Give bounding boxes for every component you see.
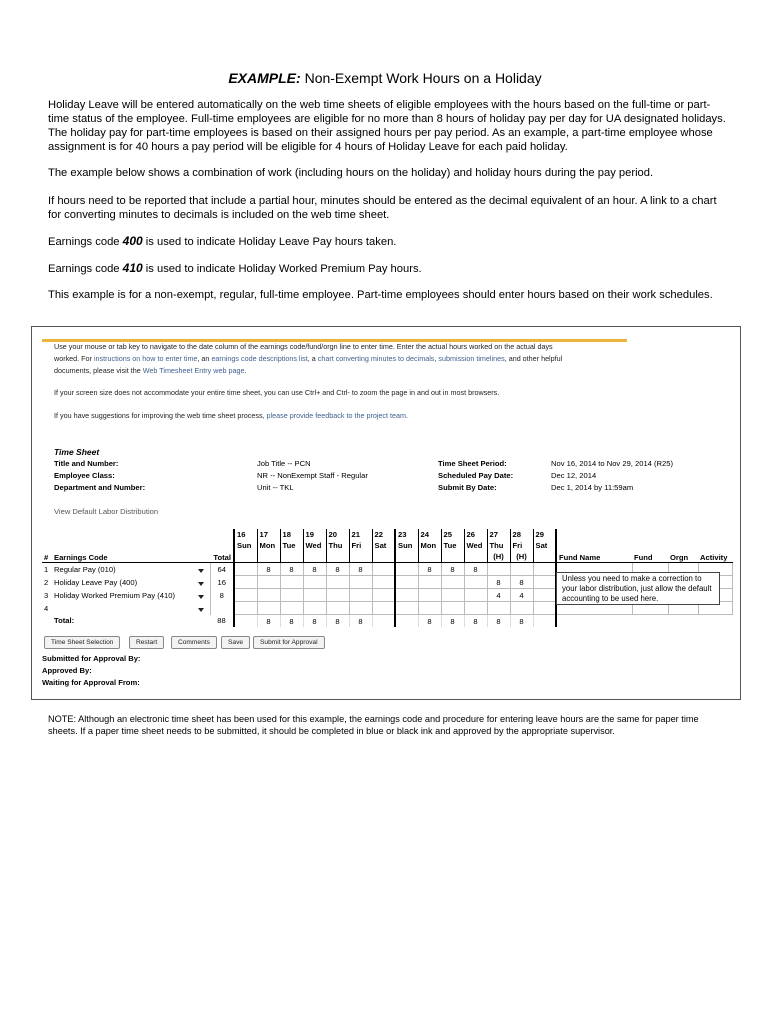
- total-label: Total:: [54, 616, 75, 626]
- hours-input[interactable]: 8: [441, 563, 464, 576]
- hours-input[interactable]: [234, 563, 257, 576]
- day-weekday: Tue: [443, 541, 457, 550]
- hours-input[interactable]: [257, 576, 280, 589]
- info-left-labels: Title and Number: Employee Class: Department and Number:: [54, 459, 146, 492]
- day-weekday: Mon: [259, 541, 276, 550]
- day-number: 17: [259, 530, 268, 539]
- day-total: 8: [349, 615, 372, 628]
- hours-input[interactable]: [257, 602, 280, 615]
- labor-distribution-callout: Unless you need to make a correction to your labor distribution, just allow the default accounting to be used here.: [556, 572, 720, 605]
- hours-input[interactable]: [441, 589, 464, 602]
- day-weekday: Sun: [398, 541, 413, 550]
- intro-paragraph-4: Earnings code 400 is used to indicate Holiday Leave Pay hours taken.: [48, 234, 397, 248]
- hours-input[interactable]: 8: [487, 576, 510, 589]
- hours-input[interactable]: 8: [510, 576, 533, 589]
- hours-input[interactable]: [280, 576, 303, 589]
- minutes-chart-link[interactable]: chart converting minutes to decimals: [317, 354, 435, 363]
- hours-input[interactable]: 8: [280, 563, 303, 576]
- hours-input[interactable]: [441, 602, 464, 615]
- row-total: [210, 602, 234, 615]
- instructions: Use your mouse or tab key to navigate to the date column of the earnings code/fund/orgn line to enter time. Enter the actual hours worked on the actual days worked. For instructions on how to enter time, an earnings code descriptions list, a chart converting minutes to decimals, submission timelines, and other helpful documents, please visit the Web Timesheet Entry web page.: [54, 342, 563, 375]
- hours-input[interactable]: [533, 563, 556, 576]
- comments-button[interactable]: Comments: [171, 636, 217, 649]
- hours-input[interactable]: [395, 563, 418, 576]
- hours-input[interactable]: [510, 563, 533, 576]
- day-weekday: Fri: [351, 541, 362, 550]
- hours-input[interactable]: [533, 576, 556, 589]
- hours-input[interactable]: [510, 602, 533, 615]
- day-total: 8: [326, 615, 349, 628]
- total-row: [42, 615, 732, 628]
- col-num: #: [42, 529, 52, 563]
- hours-input[interactable]: [257, 589, 280, 602]
- hours-input[interactable]: [303, 576, 326, 589]
- earnings-code-value: Holiday Worked Premium Pay (410): [54, 590, 175, 600]
- hours-input[interactable]: [349, 576, 372, 589]
- day-weekday: Wed: [305, 541, 322, 550]
- day-number: 29: [535, 530, 544, 539]
- hours-input[interactable]: [234, 576, 257, 589]
- intro-paragraph-2: The example below shows a combination of work (including hours on the holiday) and holiday hours during the pay period.: [48, 167, 654, 179]
- row-number: 1: [44, 564, 49, 574]
- day-total: 8: [464, 615, 487, 628]
- info-right-values: Nov 16, 2014 to Nov 29, 2014 (R25) Dec 12, 2014 Dec 1, 2014 by 11:59am: [551, 459, 673, 492]
- instructions-link[interactable]: instructions on how to enter time: [93, 354, 198, 363]
- day-number: 24: [420, 530, 429, 539]
- hours-input[interactable]: [349, 589, 372, 602]
- col-orgn: Orgn: [668, 529, 698, 563]
- hours-input[interactable]: [372, 576, 395, 589]
- day-number: 22: [374, 530, 383, 539]
- info-right-labels: Time Sheet Period: Scheduled Pay Date: Submit By Date:: [438, 459, 514, 492]
- day-weekday: Mon: [420, 541, 437, 550]
- hours-input[interactable]: [372, 602, 395, 615]
- col-day-6: [372, 529, 395, 563]
- hours-input[interactable]: [372, 589, 395, 602]
- day-weekday: Sat: [374, 541, 387, 550]
- day-weekday: Sat: [535, 541, 548, 550]
- hours-input[interactable]: 8: [326, 563, 349, 576]
- holiday-marker: (H): [516, 552, 527, 561]
- col-day-8: [418, 529, 441, 563]
- hours-input[interactable]: [464, 576, 487, 589]
- hours-input[interactable]: [533, 602, 556, 615]
- hours-input[interactable]: 8: [464, 563, 487, 576]
- day-number: 28: [512, 530, 521, 539]
- feedback-text: If you have suggestions for improving the web time sheet process, please provide feedback to the project team.: [54, 411, 408, 420]
- day-total: 8: [418, 615, 441, 628]
- hours-input[interactable]: [487, 602, 510, 615]
- earnings-code-select[interactable]: [52, 563, 210, 576]
- waiting-approval-label: Waiting for Approval From:: [42, 678, 140, 687]
- hours-input[interactable]: 8: [418, 563, 441, 576]
- hours-input[interactable]: [464, 589, 487, 602]
- day-weekday: Wed: [466, 541, 483, 550]
- day-total: 8: [441, 615, 464, 628]
- hours-input[interactable]: [349, 602, 372, 615]
- hours-input[interactable]: [303, 602, 326, 615]
- hours-input[interactable]: 8: [257, 563, 280, 576]
- holiday-marker: (H): [493, 552, 504, 561]
- day-weekday: Thu: [328, 541, 343, 550]
- timelines-link[interactable]: submission timelines: [438, 354, 505, 363]
- web-page-link[interactable]: Web Timesheet Entry web page: [142, 366, 245, 375]
- hours-input[interactable]: [464, 602, 487, 615]
- col-total: Total: [210, 529, 234, 563]
- row-number: 3: [44, 590, 49, 600]
- earnings-code-value: Holiday Leave Pay (400): [54, 577, 138, 587]
- grand-total: 88: [217, 616, 226, 626]
- hours-input[interactable]: [418, 589, 441, 602]
- col-day-13: [533, 529, 556, 563]
- col-day-7: [395, 529, 418, 563]
- row-total: 64: [210, 563, 234, 576]
- intro-paragraph-1: Holiday Leave will be entered automatically on the web time sheets of eligible employees with the hours based on the full-time or part-time status of the employee. Full-time employees are eligible for no more than 8 hours of holiday pay per day for UA designated holidays. The holiday pay for part-time employees is based on their assigned hours per pay period. As an example, a part-time employee whose assignment is for 40 hours a pay period will be eligible for 4 hours of Holiday Leave for each paid holiday.: [48, 99, 726, 153]
- intro-paragraph-6: This example is for a non-exempt, regular, full-time employee. Part-time employees should enter hours based on their work schedules.: [48, 289, 713, 301]
- day-number: 18: [282, 530, 291, 539]
- day-total: 8: [280, 615, 303, 628]
- hours-input[interactable]: [372, 563, 395, 576]
- hours-input[interactable]: [280, 589, 303, 602]
- blank-cell: [668, 615, 698, 628]
- day-number: 23: [398, 530, 407, 539]
- col-fund-name: Fund Name: [556, 529, 632, 563]
- day-number: 16: [237, 530, 246, 539]
- day-total: 8: [257, 615, 280, 628]
- save-button[interactable]: Save: [221, 636, 250, 649]
- restart-button[interactable]: Restart: [129, 636, 164, 649]
- hours-input[interactable]: [441, 576, 464, 589]
- blank-cell: [632, 615, 668, 628]
- blank-cell: [698, 615, 732, 628]
- day-number: 27: [489, 530, 498, 539]
- col-day-4: [326, 529, 349, 563]
- hours-input[interactable]: 4: [510, 589, 533, 602]
- hours-input[interactable]: 8: [303, 563, 326, 576]
- hours-input[interactable]: [395, 576, 418, 589]
- note-paragraph: NOTE: Although an electronic time sheet has been used for this example, the earnings code and procedure for entering leave hours are the same for paper time sheets. If a paper time sheet needs to be submitted, it should be completed in blue or black ink and approved by the appropriate supervisor.: [48, 714, 699, 736]
- day-number: 20: [328, 530, 337, 539]
- earnings-code-select[interactable]: [52, 576, 210, 589]
- earnings-code-select[interactable]: [52, 602, 210, 615]
- submit-for-approval-button[interactable]: Submit for Approval: [253, 636, 325, 649]
- col-day-11: [487, 529, 510, 563]
- hours-input[interactable]: 8: [349, 563, 372, 576]
- chevron-down-icon: [198, 582, 204, 586]
- col-day-3: [303, 529, 326, 563]
- day-number: 21: [351, 530, 360, 539]
- row-number: [42, 615, 52, 628]
- hours-input[interactable]: [234, 589, 257, 602]
- day-weekday: Thu: [489, 541, 504, 550]
- submitted-by-label: Submitted for Approval By:: [42, 654, 141, 663]
- hours-input[interactable]: [326, 576, 349, 589]
- hours-input[interactable]: [326, 602, 349, 615]
- day-total: [395, 615, 418, 628]
- hours-input[interactable]: [326, 589, 349, 602]
- day-total: 8: [303, 615, 326, 628]
- page-title: EXAMPLE: Non-Exempt Work Hours on a Holiday: [228, 70, 542, 86]
- row-total: 16: [210, 576, 234, 589]
- earnings-codes-link[interactable]: earnings code descriptions list: [211, 354, 308, 363]
- row-total: 8: [210, 589, 234, 602]
- intro-paragraph-3: If hours need to be reported that include a partial hour, minutes should be entered as the decimal equivalent of an hour. A link to a chart for converting minutes to decimals is included on the web time sheet.: [48, 195, 717, 221]
- day-total: [372, 615, 395, 628]
- labor-distribution-link[interactable]: View Default Labor Distribution: [54, 507, 159, 516]
- hours-input[interactable]: [533, 589, 556, 602]
- col-day-9: [441, 529, 464, 563]
- feedback-link[interactable]: please provide feedback to the project team: [266, 411, 406, 420]
- info-left-values: Job Title -- PCN NR -- NonExempt Staff - Regular Unit -- TKL: [257, 459, 368, 492]
- col-day-12: [510, 529, 533, 563]
- approved-by-label: Approved By:: [42, 666, 92, 675]
- hours-input[interactable]: 4: [487, 589, 510, 602]
- day-total: 8: [510, 615, 533, 628]
- timesheet-heading: Time Sheet: [54, 447, 100, 457]
- chevron-down-icon: [198, 608, 204, 612]
- blank-cell: [556, 615, 632, 628]
- day-number: 25: [443, 530, 452, 539]
- hours-input[interactable]: [395, 602, 418, 615]
- col-day-0: [234, 529, 257, 563]
- hours-input[interactable]: [280, 602, 303, 615]
- day-total: 8: [487, 615, 510, 628]
- chevron-down-icon: [198, 569, 204, 573]
- earnings-code-select[interactable]: [52, 589, 210, 602]
- col-day-1: [257, 529, 280, 563]
- day-weekday: Tue: [282, 541, 296, 550]
- row-number: 4: [44, 603, 49, 613]
- col-day-5: [349, 529, 372, 563]
- hours-input[interactable]: [395, 589, 418, 602]
- time-sheet-selection-button[interactable]: Time Sheet Selection: [44, 636, 120, 649]
- col-activity: Activity: [698, 529, 732, 563]
- col-day-10: [464, 529, 487, 563]
- col-fund: Fund: [632, 529, 668, 563]
- col-earnings-code: Earnings Code: [52, 529, 210, 563]
- col-day-2: [280, 529, 303, 563]
- day-weekday: Fri: [512, 541, 523, 550]
- intro-paragraph-5: Earnings code 410 is used to indicate Holiday Worked Premium Pay hours.: [48, 261, 422, 275]
- day-total: [533, 615, 556, 628]
- header-row: [42, 529, 732, 563]
- day-number: 26: [466, 530, 475, 539]
- earnings-code-value: Regular Pay (010): [54, 564, 116, 574]
- day-weekday: Sun: [237, 541, 252, 550]
- hours-input[interactable]: [418, 576, 441, 589]
- hours-input[interactable]: [303, 589, 326, 602]
- hours-input[interactable]: [234, 602, 257, 615]
- zoom-tip: If your screen size does not accommodate your entire time sheet, you can use Ctrl+ and Ctrl- to zoom the page in and out in most browsers.: [54, 388, 500, 397]
- hours-input[interactable]: [418, 602, 441, 615]
- day-total: [234, 615, 257, 628]
- row-number: 2: [44, 577, 49, 587]
- chevron-down-icon: [198, 595, 204, 599]
- hours-input[interactable]: [487, 563, 510, 576]
- day-number: 19: [305, 530, 314, 539]
